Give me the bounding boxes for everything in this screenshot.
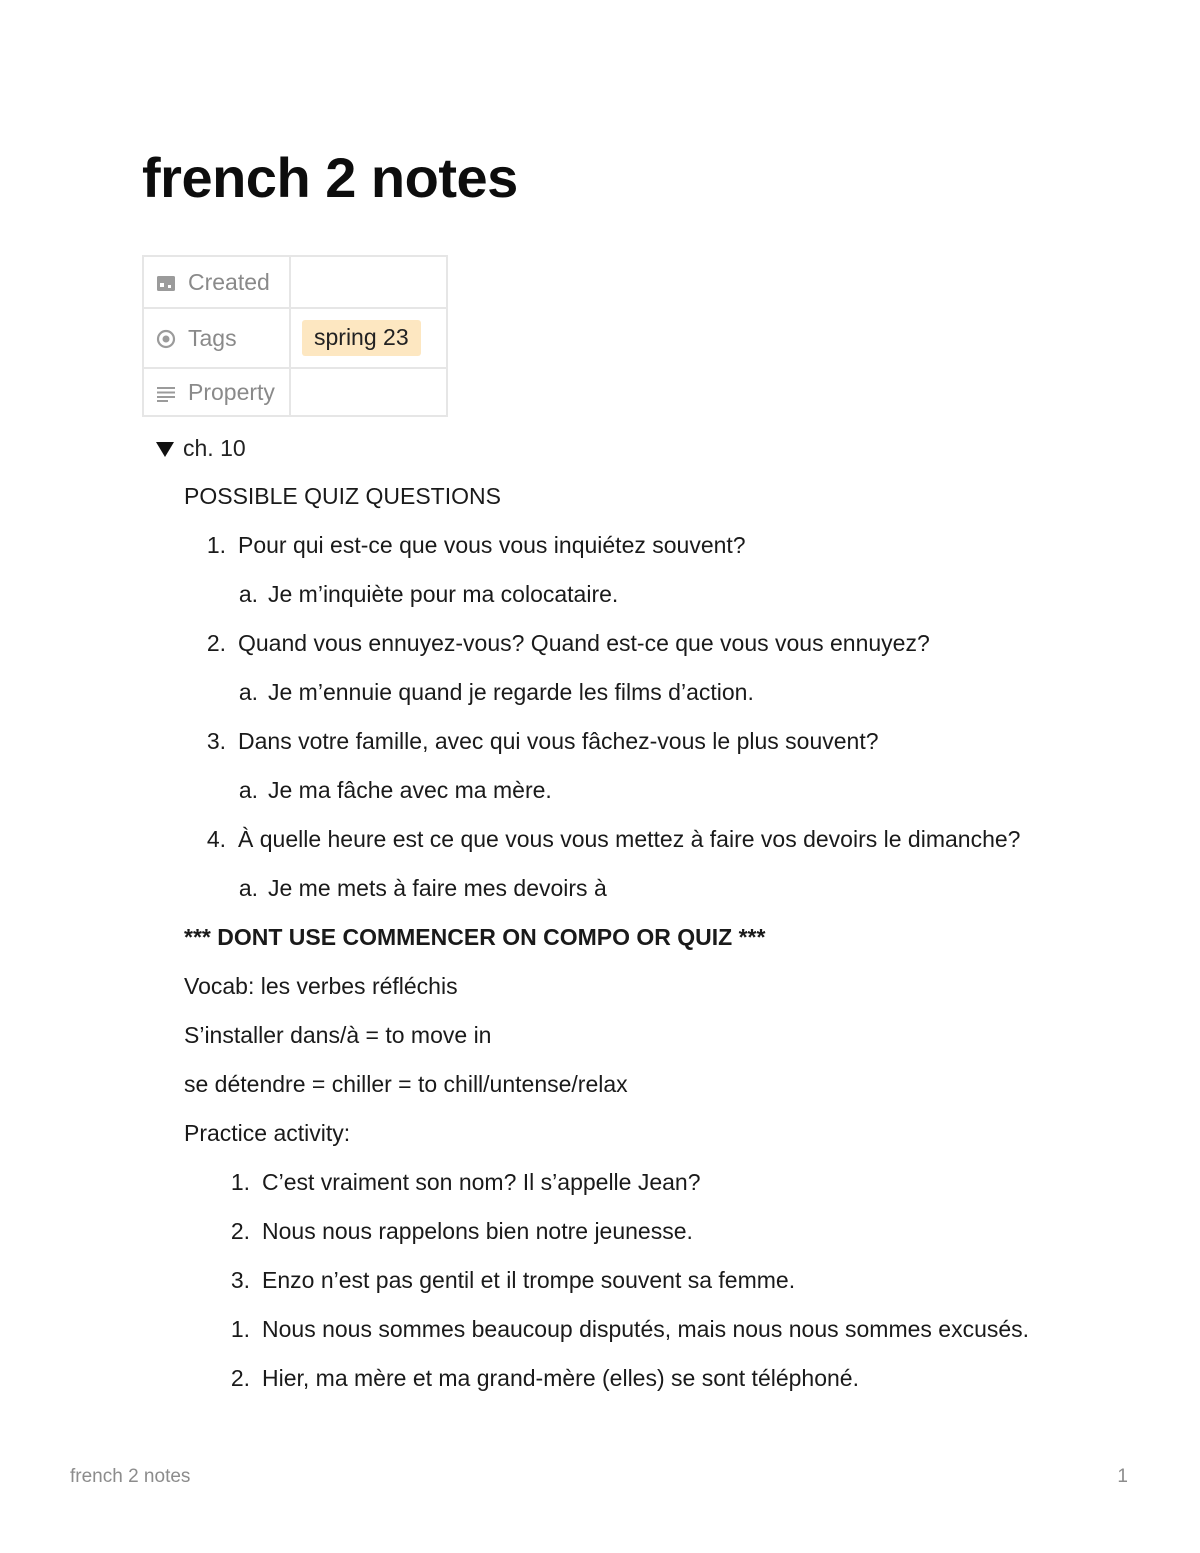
answer-text: Je ma fâche avec ma mère. <box>268 777 552 803</box>
practice-text: C’est vraiment son nom? Il s’appelle Jean? <box>262 1169 701 1195</box>
property-row-property <box>143 368 447 416</box>
list-letter: a. <box>238 875 258 901</box>
list-item <box>184 1307 1144 1356</box>
vocab-entry: se détendre = chiller = to chill/untense/relax <box>184 1071 628 1097</box>
question-text: Pour qui est-ce que vous vous inquiétez souvent? <box>238 532 746 558</box>
question-text: Dans votre famille, avec qui vous fâchez-vous le plus souvent? <box>238 728 879 754</box>
toggle-label: ch. 10 <box>183 435 246 461</box>
question-text: À quelle heure est ce que vous vous mettez à faire vos devoirs le dimanche? <box>238 826 1021 852</box>
list-number: 3. <box>230 1267 250 1293</box>
list-number: 4. <box>206 826 226 852</box>
text-lines-icon <box>156 382 176 402</box>
list-item <box>184 1160 1144 1209</box>
list-item <box>184 768 1144 817</box>
properties-table <box>142 255 448 417</box>
list-item <box>184 670 1144 719</box>
toggle-block-ch10[interactable] <box>156 435 246 462</box>
question-text: Quand vous ennuyez-vous? Quand est-ce que vous vous ennuyez? <box>238 630 930 656</box>
practice-text: Nous nous sommes beaucoup disputés, mais nous nous sommes excusés. <box>262 1316 1030 1342</box>
property-row-created <box>143 256 447 308</box>
list-number: 3. <box>206 728 226 754</box>
list-number: 2. <box>230 1218 250 1244</box>
list-number: 1. <box>230 1169 250 1195</box>
answer-text: Je m’inquiète pour ma colocataire. <box>268 581 619 607</box>
vocab-label: Vocab: les verbes réfléchis <box>184 973 458 999</box>
property-label-tags: Tags <box>188 324 237 351</box>
list-item <box>184 1258 1144 1307</box>
property-label-created: Created <box>188 268 270 295</box>
list-number: 2. <box>206 630 226 656</box>
answer-text: Je me mets à faire mes devoirs à <box>268 875 607 901</box>
warning-note: *** DONT USE COMMENCER ON COMPO OR QUIZ *** <box>184 924 766 950</box>
page-title: french 2 notes <box>142 146 518 209</box>
practice-text: Enzo n’est pas gentil et il trompe souvent sa femme. <box>262 1267 796 1293</box>
list-item <box>184 572 1144 621</box>
triangle-down-icon[interactable] <box>156 442 174 457</box>
list-letter: a. <box>238 777 258 803</box>
list-letter: a. <box>238 581 258 607</box>
quiz-heading: POSSIBLE QUIZ QUESTIONS <box>184 483 501 509</box>
vocab-entry: S’installer dans/à = to move in <box>184 1022 492 1048</box>
property-value-property[interactable] <box>290 368 447 416</box>
list-item <box>184 523 1144 572</box>
list-item <box>184 719 1144 768</box>
property-label-property: Property <box>188 378 275 405</box>
calendar-icon <box>156 272 176 292</box>
property-value-tags[interactable] <box>290 308 447 368</box>
footer-page-number: 1 <box>1117 1466 1128 1487</box>
list-item <box>184 866 1144 915</box>
list-item <box>184 1209 1144 1258</box>
property-name-cell[interactable] <box>143 368 290 416</box>
toggle-content <box>184 474 1144 1405</box>
practice-label: Practice activity: <box>184 1120 351 1146</box>
property-name-cell[interactable] <box>143 308 290 368</box>
list-item <box>184 1356 1144 1405</box>
list-item <box>184 621 1144 670</box>
property-value-created[interactable] <box>290 256 447 308</box>
tag-chip[interactable]: spring 23 <box>302 320 421 356</box>
practice-text: Hier, ma mère et ma grand-mère (elles) se sont téléphoné. <box>262 1365 859 1391</box>
list-number: 1. <box>206 532 226 558</box>
practice-text: Nous nous rappelons bien notre jeunesse. <box>262 1218 693 1244</box>
list-number: 2. <box>230 1365 250 1391</box>
footer-doc-name: french 2 notes <box>70 1466 191 1487</box>
list-item <box>184 817 1144 866</box>
property-row-tags <box>143 308 447 368</box>
answer-text: Je m’ennuie quand je regarde les films d’action. <box>268 679 754 705</box>
list-letter: a. <box>238 679 258 705</box>
list-number: 1. <box>230 1316 250 1342</box>
tag-icon <box>156 328 176 348</box>
property-name-cell[interactable] <box>143 256 290 308</box>
